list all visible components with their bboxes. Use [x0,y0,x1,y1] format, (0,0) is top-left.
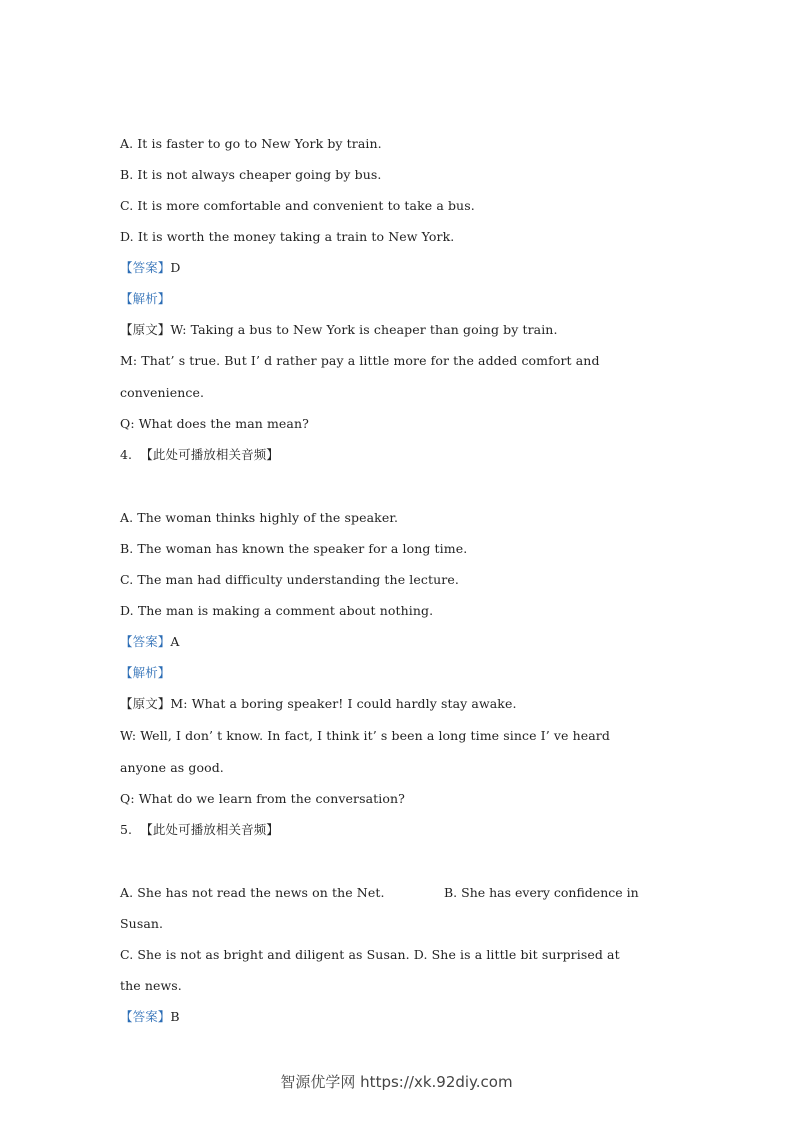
q4-option-c: C. The man had difficulty understanding the lecture. [120,572,459,587]
q5-option-c-d: C. She is not as bright and diligent as Susan. D. She is a little bit surprised at [120,947,620,962]
q5-number: 5. [120,822,133,837]
q3-option-c: C. It is more comfortable and convenient to take a bus. [120,198,475,213]
q3-answer-label: 【答案】 [120,260,171,275]
q4-transcript-line-3: anyone as good. [120,760,224,775]
q5-option-b-cont: Susan. [120,916,164,931]
q3-analysis-label: 【解析】 [120,291,171,306]
q3-option-d: D. It is worth the money taking a train to New York. [120,229,455,244]
q4-audio-link[interactable]: 【此处可播放相关音频】 [140,447,279,462]
q4-option-d: D. The man is making a comment about nothing. [120,603,434,618]
q3-transcript-line-2: M: That’ s true. But I’ d rather pay a little more for the added comfort and [120,353,600,368]
q5-option-a: A. She has not read the news on the Net. [120,885,385,900]
q5-option-d-cont: the news. [120,978,182,993]
q3-transcript-line-1 [120,322,558,338]
q4-answer-label: 【答案】 [120,634,171,649]
q4-heading [120,447,279,463]
q4-number: 4. [120,447,133,462]
q4-answer [120,634,180,650]
q4-transcript-line-4: Q: What do we learn from the conversation? [120,791,405,806]
q4-option-b: B. The woman has known the speaker for a long time. [120,541,468,556]
q5-answer-label: 【答案】 [120,1009,171,1024]
q5-answer-value: B [170,1009,180,1024]
q3-transcript-line-3: convenience. [120,385,205,400]
q4-transcript-line-1 [120,696,517,712]
q5-answer [120,1009,180,1025]
q3-transcript-text-1: W: Taking a bus to New York is cheaper than going by train. [170,322,558,337]
q4-transcript-text-1: M: What a boring speaker! I could hardly stay awake. [170,696,517,711]
q4-answer-value: A [170,634,180,649]
q3-analysis [120,291,170,307]
q4-transcript-label: 【原文】 [120,696,171,711]
q3-transcript-label: 【原文】 [120,322,171,337]
q3-option-b: B. It is not always cheaper going by bus. [120,167,382,182]
q5-audio-link[interactable]: 【此处可播放相关音频】 [140,822,279,837]
footer-watermark: 智源优学网 https://xk.92diy.com [280,1073,513,1091]
q3-answer [120,260,181,276]
q3-answer-value: D [170,260,181,275]
q4-transcript-line-2: W: Well, I don’ t know. In fact, I think it’ s been a long time since I’ ve heard [120,728,610,743]
q5-heading [120,822,279,838]
q5-option-b: B. She has every confidence in [444,885,639,900]
q4-analysis [120,665,170,681]
q4-analysis-label: 【解析】 [120,665,171,680]
q3-option-a: A. It is faster to go to New York by train. [120,136,382,151]
q4-option-a: A. The woman thinks highly of the speaker. [120,510,399,525]
q3-transcript-line-4: Q: What does the man mean? [120,416,309,431]
